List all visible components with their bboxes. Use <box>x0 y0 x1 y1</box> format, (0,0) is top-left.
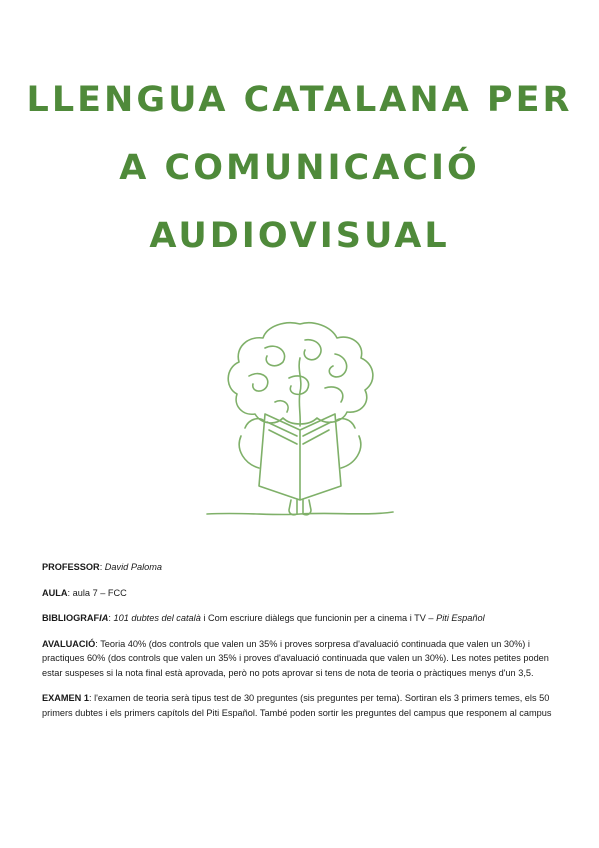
bibliografia-middle: i Com escriure diàlegs que funcionin per a cinema i TV – <box>200 613 437 623</box>
professor-line <box>42 560 562 575</box>
professor-label: PROFESSOR <box>42 562 100 572</box>
brain-folds <box>249 340 347 426</box>
professor-value: David Paloma <box>104 562 162 572</box>
bibliografia-book2: Piti Español <box>436 613 485 623</box>
avaluacio-line <box>42 637 562 681</box>
avaluacio-label: AVALUACIÓ <box>42 638 96 649</box>
aula-sep: : <box>67 587 73 598</box>
title-line-1: LLENGUA CATALANA PER <box>26 80 573 120</box>
examen1-label: EXAMEN 1 <box>42 693 89 703</box>
bibliografia-label-a: BIBLIOGRAF <box>42 613 100 623</box>
ground-line <box>207 512 393 515</box>
professor-sep: : <box>99 562 105 572</box>
aula-label: AULA <box>42 587 68 598</box>
course-info <box>42 560 562 731</box>
bibliografia-sep: : <box>108 613 114 623</box>
bibliografia-line <box>42 611 562 626</box>
aula-line <box>42 586 562 601</box>
avaluacio-sep: : <box>95 638 101 649</box>
examen1-line <box>42 691 562 720</box>
title-line-2: A COMUNICACIÓ <box>119 148 480 188</box>
bibliografia-label-b: IA <box>99 613 109 623</box>
tree-brain-reading-book-icon <box>205 318 395 518</box>
aula-value: aula 7 – FCC <box>72 587 127 598</box>
book-pages <box>267 422 331 444</box>
book <box>259 414 341 500</box>
avaluacio-text: Teoria 40% (dos controls que valen un 35% i proves sorpresa d'avaluació continuada que valen un 30%) i practiques 60% (dos controls que valen un 35% i proves d'avaluació continuada que valen un 30%). Les notes petites poden estar suspeses si la nota final està aprovada, però no pots aprovar si tens de nota de teoria o pràctiques menys d'un 3,5. <box>42 638 549 678</box>
examen1-text: l'examen de teoria serà tipus test de 30 preguntes (sis preguntes per tema). Sortiran els 3 primers temes, els 50 primers dubtes i els primers capítols del Piti Español. També poden sortir les preguntes del campus que responem al campus <box>42 693 552 718</box>
examen1-sep: : <box>88 693 95 703</box>
title-line-3: AUDIOVISUAL <box>149 216 450 256</box>
legs <box>289 500 311 515</box>
page-title <box>0 66 599 270</box>
bibliografia-book1: 101 dubtes del català <box>113 613 201 623</box>
